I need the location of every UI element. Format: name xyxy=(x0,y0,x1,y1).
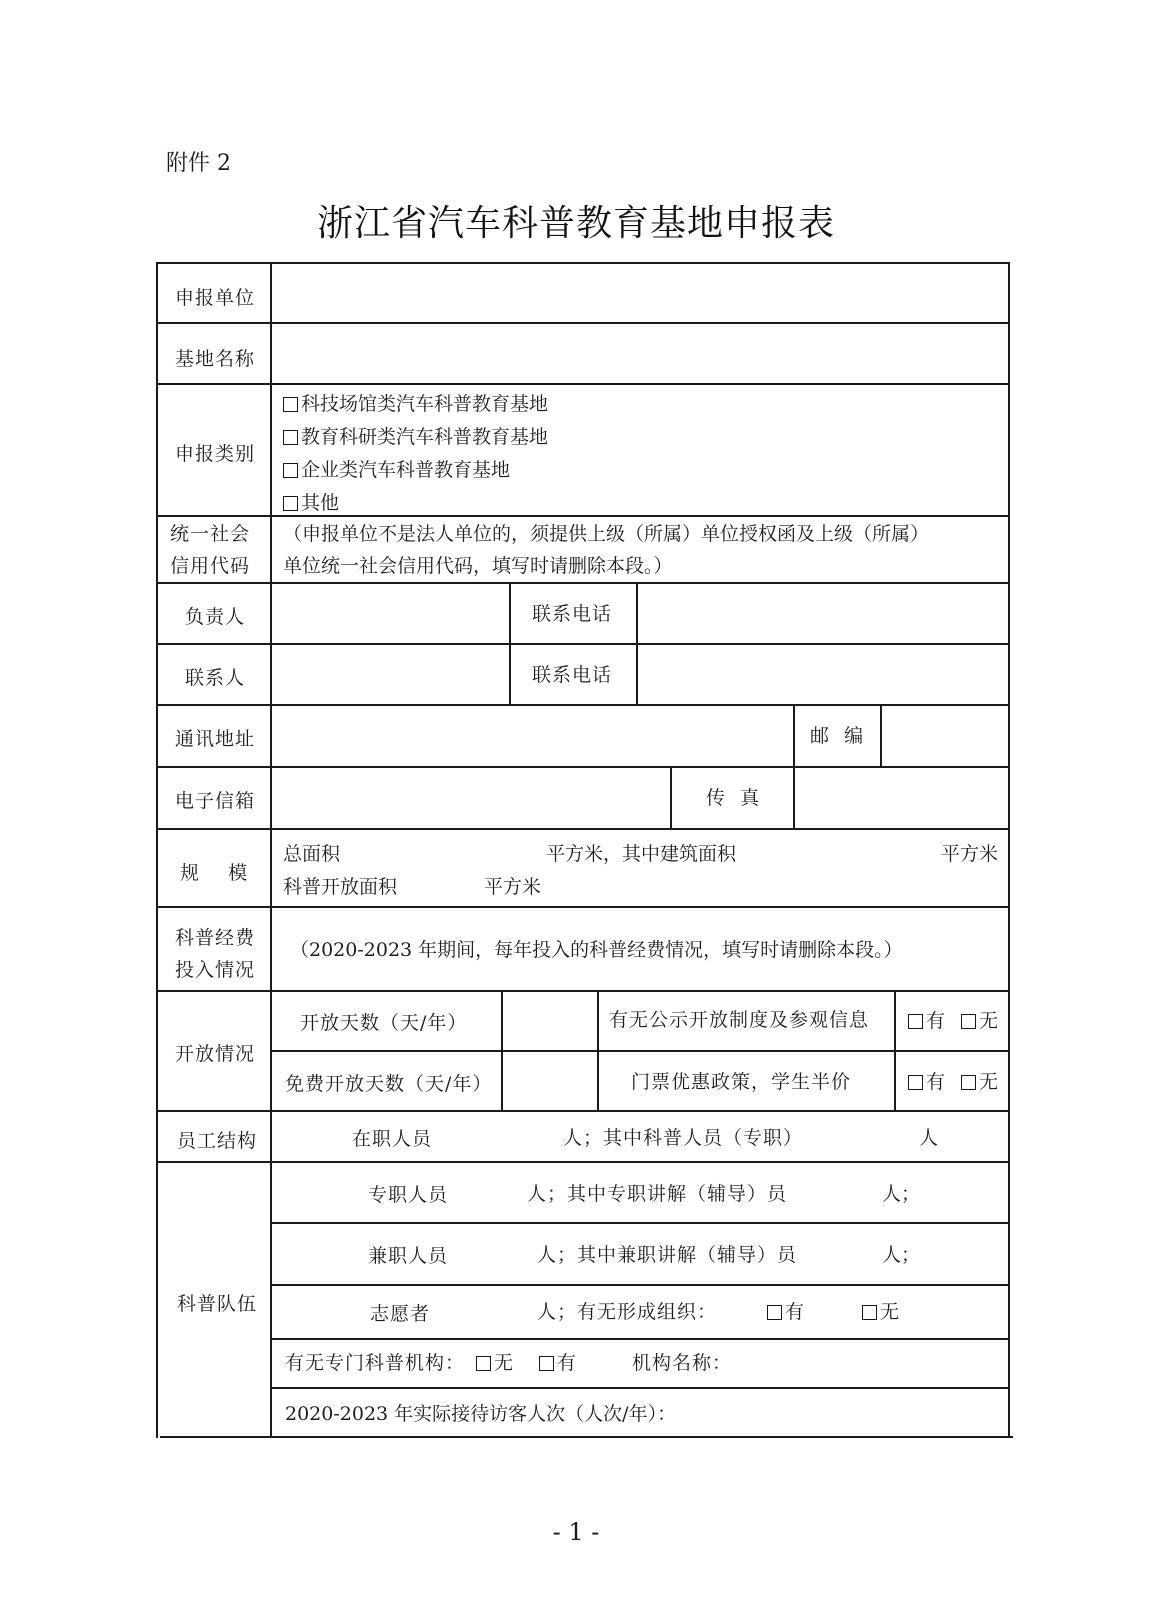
category-label: 申报类别 xyxy=(175,443,256,465)
disclosure-no-option[interactable]: 无 xyxy=(961,1005,998,1037)
team-label: 科普队伍 xyxy=(177,1293,258,1315)
funding-label-line1: 科普经费 xyxy=(175,927,256,949)
total-area-unit: 平方米，其中建筑面积 xyxy=(546,843,737,865)
free-days-label: 免费开放天数（天/年） xyxy=(285,1073,493,1095)
credit-code-label-line1: 统一社会 xyxy=(170,523,251,545)
row-divider xyxy=(156,643,1009,645)
row-divider xyxy=(270,1338,1009,1340)
checkbox-icon[interactable] xyxy=(767,1305,782,1320)
disclosure-label: 有无公示开放制度及参观信息 xyxy=(609,1009,870,1031)
row-divider xyxy=(270,1387,1009,1389)
form-border-bottom xyxy=(160,1436,1013,1438)
cell-divider xyxy=(501,990,503,1112)
cell-divider xyxy=(670,766,672,830)
volunteers-mid: 人；有无形成组织： xyxy=(537,1301,718,1323)
ticket-policy-no-option[interactable]: 无 xyxy=(961,1066,998,1098)
cell-divider xyxy=(597,990,599,1112)
staff-label: 员工结构 xyxy=(177,1130,258,1152)
fulltime-label: 专职人员 xyxy=(368,1184,449,1206)
checkbox-icon[interactable] xyxy=(283,496,298,511)
contact-phone-label-2: 联系电话 xyxy=(532,664,613,686)
parttime-end: 人； xyxy=(882,1244,921,1266)
person-in-charge-label: 负责人 xyxy=(185,606,246,628)
disclosure-yes-option[interactable]: 有 xyxy=(908,1005,945,1037)
institution-yes-option[interactable]: 有 xyxy=(539,1347,576,1379)
volunteers-label: 志愿者 xyxy=(370,1303,431,1325)
checkbox-icon[interactable] xyxy=(908,1075,923,1090)
volunteer-org-yes-option[interactable]: 有 xyxy=(767,1296,804,1328)
checkbox-icon[interactable] xyxy=(283,430,298,445)
fulltime-mid: 人；其中专职讲解（辅导）员 xyxy=(527,1183,788,1205)
visitors-label: 2020-2023 年实际接待访客人次（人次/年）： xyxy=(285,1403,677,1425)
checkbox-icon[interactable] xyxy=(862,1305,877,1320)
contact-phone-label: 联系电话 xyxy=(532,603,613,625)
checkbox-icon[interactable] xyxy=(961,1014,976,1029)
row-divider xyxy=(156,828,1009,830)
institution-name-label: 机构名称： xyxy=(632,1352,733,1374)
row-divider xyxy=(156,906,1009,908)
checkbox-icon[interactable] xyxy=(283,397,298,412)
fulltime-end: 人； xyxy=(882,1183,921,1205)
scale-label: 规 模 xyxy=(180,862,249,884)
fax-label: 传 真 xyxy=(706,787,761,809)
funding-label-line2: 投入情况 xyxy=(175,959,256,981)
form-border-left xyxy=(156,262,158,1438)
row-divider xyxy=(156,1161,1009,1163)
row-divider xyxy=(156,582,1009,584)
page-number: - 1 - xyxy=(552,1518,600,1546)
email-label: 电子信箱 xyxy=(175,790,256,812)
category-option-science-museum[interactable]: 科技场馆类汽车科普教育基地 xyxy=(283,388,548,420)
credit-code-note-line2: 单位统一社会信用代码，填写时请删除本段。） xyxy=(283,555,673,577)
checkbox-icon[interactable] xyxy=(908,1014,923,1029)
institution-label: 有无专门科普机构： xyxy=(285,1352,466,1374)
row-divider xyxy=(270,1222,1009,1224)
credit-code-note-line1: （申报单位不是法人单位的，须提供上级（所属）单位授权函及上级（所属） xyxy=(283,523,930,545)
building-area-unit: 平方米 xyxy=(941,843,999,865)
total-area-label: 总面积 xyxy=(283,843,341,865)
row-divider xyxy=(156,1110,1009,1112)
row-divider xyxy=(270,1284,1009,1286)
address-label: 通讯地址 xyxy=(175,728,256,750)
category-option-enterprise[interactable]: 企业类汽车科普教育基地 xyxy=(283,454,510,486)
ticket-policy-label: 门票优惠政策，学生半价 xyxy=(631,1071,852,1093)
checkbox-icon[interactable] xyxy=(539,1356,554,1371)
cell-divider xyxy=(880,704,882,768)
checkbox-icon[interactable] xyxy=(961,1075,976,1090)
cell-divider xyxy=(509,582,511,706)
page-title: 浙江省汽车科普教育基地申报表 xyxy=(316,203,835,244)
row-divider xyxy=(270,1050,1009,1052)
employees-label: 在职人员 xyxy=(352,1128,433,1150)
label-column-divider xyxy=(270,262,272,1438)
cell-divider xyxy=(894,990,896,1112)
row-divider xyxy=(156,990,1009,992)
ticket-policy-yes-option[interactable]: 有 xyxy=(908,1066,945,1098)
form-border-top xyxy=(156,262,1009,264)
checkbox-icon[interactable] xyxy=(476,1356,491,1371)
parttime-label: 兼职人员 xyxy=(368,1245,449,1267)
applicant-unit-label: 申报单位 xyxy=(175,287,256,309)
open-area-unit: 平方米 xyxy=(484,876,542,898)
base-name-label: 基地名称 xyxy=(175,348,256,370)
institution-no-option[interactable]: 无 xyxy=(476,1347,513,1379)
contact-person-label: 联系人 xyxy=(185,667,246,689)
checkbox-icon[interactable] xyxy=(283,463,298,478)
category-option-other[interactable]: 其他 xyxy=(283,487,339,519)
row-divider xyxy=(156,383,1009,385)
parttime-mid: 人；其中兼职讲解（辅导）员 xyxy=(537,1244,798,1266)
cell-divider xyxy=(636,582,638,706)
credit-code-label-line2: 信用代码 xyxy=(170,555,251,577)
open-area-label: 科普开放面积 xyxy=(283,876,398,898)
employees-of-which: 人；其中科普人员（专职） xyxy=(563,1127,804,1149)
form-border-right xyxy=(1008,262,1010,1438)
category-option-education-research[interactable]: 教育科研类汽车科普教育基地 xyxy=(283,421,548,453)
employees-unit: 人 xyxy=(919,1127,939,1149)
open-days-label: 开放天数（天/年） xyxy=(300,1012,468,1034)
postcode-label: 邮 编 xyxy=(810,725,865,747)
funding-note: （2020-2023 年期间，每年投入的科普经费情况，填写时请删除本段。） xyxy=(290,939,903,961)
volunteer-org-no-option[interactable]: 无 xyxy=(862,1296,899,1328)
opening-label: 开放情况 xyxy=(175,1043,256,1065)
cell-divider xyxy=(793,704,795,830)
attachment-label: 附件 2 xyxy=(166,151,231,176)
row-divider xyxy=(156,322,1009,324)
